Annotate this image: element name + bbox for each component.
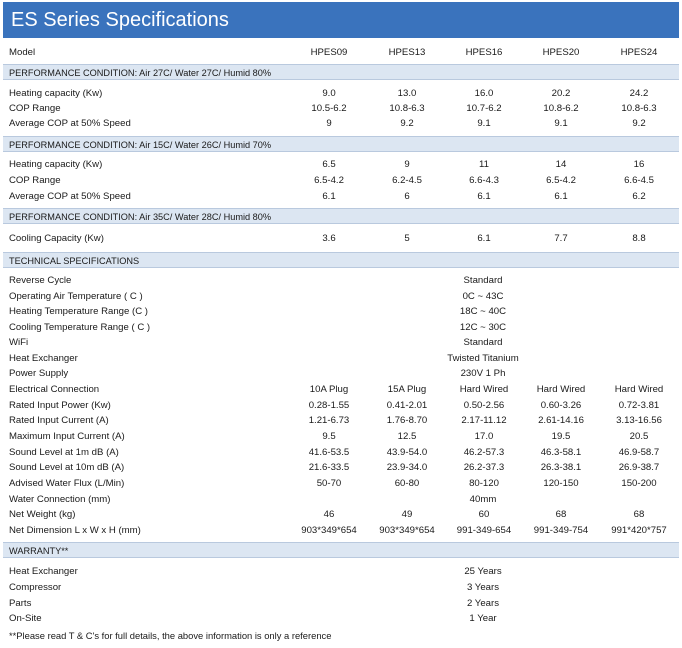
section-heading: TECHNICAL SPECIFICATIONS xyxy=(3,252,679,268)
row-label: Heating capacity (Kw) xyxy=(9,88,103,99)
section-heading: PERFORMANCE CONDITION: Air 35C/ Water 28C/ Humid 80% xyxy=(3,208,679,224)
row-label: Average COP at 50% Speed xyxy=(9,118,131,129)
cell: 23.9-34.0 xyxy=(386,462,428,473)
section-heading: PERFORMANCE CONDITION: Air 15C/ Water 26C/ Humid 70% xyxy=(3,136,679,152)
row-label: Compressor xyxy=(9,582,62,593)
table-row xyxy=(3,189,679,204)
row-label: Water Connection (mm) xyxy=(9,494,111,505)
section-heading: WARRANTY** xyxy=(3,542,679,558)
cell: 3.13-16.56 xyxy=(616,415,662,426)
cell: 24.2 xyxy=(629,88,649,99)
table-row xyxy=(3,564,679,579)
cell: 6.5-4.2 xyxy=(314,175,344,186)
cell: 46 xyxy=(323,509,335,520)
spanned-cell: Twisted Titanium xyxy=(447,353,519,364)
cell: 68 xyxy=(555,509,567,520)
model-name: HPES09 xyxy=(310,47,348,58)
row-label: Cooling Temperature Range ( C ) xyxy=(9,322,151,333)
row-label: Sound Level at 1m dB (A) xyxy=(9,447,119,458)
cell: 2.17-11.12 xyxy=(461,415,507,426)
row-label: Reverse Cycle xyxy=(9,275,72,286)
cell: 903*349*654 xyxy=(379,525,435,536)
cell: 1.21-6.73 xyxy=(308,415,350,426)
table-row xyxy=(3,320,679,335)
row-label: Electrical Connection xyxy=(9,384,100,395)
table-row xyxy=(3,445,679,460)
spanned-cell: Standard xyxy=(463,275,503,286)
table-row xyxy=(3,289,679,304)
cell: 26.9-38.7 xyxy=(618,462,660,473)
cell: 15A Plug xyxy=(387,384,427,395)
cell: 10.8-6.3 xyxy=(621,103,657,114)
cell: 6 xyxy=(404,191,410,202)
cell: 60-80 xyxy=(394,478,420,489)
cell: 0.41-2.01 xyxy=(386,400,428,411)
page-title: ES Series Specifications xyxy=(3,2,679,38)
spanned-cell: 2 Years xyxy=(466,598,499,609)
cell: 8.8 xyxy=(632,233,646,244)
model-label: Model xyxy=(9,47,36,58)
spanned-cell: 1 Year xyxy=(469,613,497,624)
spanned-cell: Standard xyxy=(463,337,503,348)
cell: 9.2 xyxy=(400,118,414,129)
model-name: HPES16 xyxy=(465,47,503,58)
table-row xyxy=(3,476,679,491)
cell: Hard Wired xyxy=(459,384,509,395)
cell: 49 xyxy=(401,509,413,520)
row-label: Advised Water Flux (L/Min) xyxy=(9,478,125,489)
table-row xyxy=(3,101,679,116)
cell: 6.6-4.5 xyxy=(624,175,654,186)
row-label: Net Weight (kg) xyxy=(9,509,76,520)
cell: 9.1 xyxy=(477,118,491,129)
cell: 120-150 xyxy=(543,478,579,489)
table-row xyxy=(3,580,679,595)
table-row xyxy=(3,173,679,188)
cell: 20.5 xyxy=(629,431,649,442)
row-label: COP Range xyxy=(9,103,61,114)
cell: 1.76-8.70 xyxy=(386,415,428,426)
row-label: Maximum Input Current (A) xyxy=(9,431,125,442)
cell: 26.3-38.1 xyxy=(540,462,582,473)
spanned-cell: 18C ~ 40C xyxy=(459,306,507,317)
row-label: Heat Exchanger xyxy=(9,353,78,364)
cell: 68 xyxy=(633,509,645,520)
cell: 20.2 xyxy=(551,88,571,99)
cell: 6.1 xyxy=(322,191,336,202)
table-row xyxy=(3,273,679,288)
cell: 6.6-4.3 xyxy=(469,175,499,186)
table-row xyxy=(3,366,679,381)
cell: 6.5 xyxy=(322,159,336,170)
table-row xyxy=(3,335,679,350)
row-label: COP Range xyxy=(9,175,61,186)
cell: 14 xyxy=(555,159,567,170)
table-row xyxy=(3,523,679,538)
cell: 991-349-754 xyxy=(533,525,589,536)
cell: Hard Wired xyxy=(536,384,586,395)
cell: 991*420*757 xyxy=(611,525,667,536)
cell: 6.2 xyxy=(632,191,646,202)
table-header-row xyxy=(3,45,679,60)
cell: 16 xyxy=(633,159,645,170)
cell: 13.0 xyxy=(397,88,417,99)
row-label: Heating Temperature Range (C ) xyxy=(9,306,149,317)
row-label: Sound Level at 10m dB (A) xyxy=(9,462,125,473)
cell: 0.72-3.81 xyxy=(618,400,660,411)
cell: 6.1 xyxy=(477,191,491,202)
cell: 0.50-2.56 xyxy=(463,400,505,411)
section-heading: PERFORMANCE CONDITION: Air 27C/ Water 27C/ Humid 80% xyxy=(3,64,679,80)
cell: 9 xyxy=(404,159,410,170)
cell: 2.61-14.16 xyxy=(538,415,584,426)
row-label: Net Dimension L x W x H (mm) xyxy=(9,525,141,536)
table-row xyxy=(3,398,679,413)
row-label: Rated Input Power (Kw) xyxy=(9,400,111,411)
cell: 60 xyxy=(478,509,490,520)
table-row xyxy=(3,413,679,428)
spanned-cell: 25 Years xyxy=(464,566,502,577)
cell: 12.5 xyxy=(397,431,417,442)
cell: 10.7-6.2 xyxy=(466,103,502,114)
table-row xyxy=(3,157,679,172)
row-label: Power Supply xyxy=(9,368,69,379)
cell: 9.5 xyxy=(322,431,336,442)
row-label: Heat Exchanger xyxy=(9,566,78,577)
cell: 16.0 xyxy=(474,88,494,99)
cell: Hard Wired xyxy=(614,384,664,395)
row-label: Cooling Capacity (Kw) xyxy=(9,233,104,244)
spanned-cell: 3 Years xyxy=(466,582,499,593)
cell: 21.6-33.5 xyxy=(308,462,350,473)
table-row xyxy=(3,507,679,522)
cell: 6.1 xyxy=(477,233,491,244)
table-row xyxy=(3,351,679,366)
table-row xyxy=(3,611,679,626)
table-row xyxy=(3,596,679,611)
cell: 0.28-1.55 xyxy=(308,400,350,411)
cell: 6.1 xyxy=(554,191,568,202)
table-row xyxy=(3,304,679,319)
table-row xyxy=(3,86,679,101)
cell: 10.8-6.2 xyxy=(543,103,579,114)
table-row xyxy=(3,429,679,444)
row-label: Operating Air Temperature ( C ) xyxy=(9,291,143,302)
cell: 9.0 xyxy=(322,88,336,99)
cell: 10A Plug xyxy=(309,384,349,395)
row-label: WiFi xyxy=(9,337,29,348)
cell: 6.2-4.5 xyxy=(392,175,422,186)
model-name: HPES13 xyxy=(388,47,426,58)
cell: 9.1 xyxy=(554,118,568,129)
cell: 41.6-53.5 xyxy=(308,447,350,458)
cell: 7.7 xyxy=(554,233,568,244)
spanned-cell: 40mm xyxy=(469,494,497,505)
row-label: Parts xyxy=(9,598,32,609)
table-row xyxy=(3,382,679,397)
table-row xyxy=(3,492,679,507)
model-name: HPES20 xyxy=(542,47,580,58)
cell: 46.3-58.1 xyxy=(540,447,582,458)
cell: 50-70 xyxy=(316,478,342,489)
spanned-cell: 0C ~ 43C xyxy=(462,291,504,302)
cell: 0.60-3.26 xyxy=(540,400,582,411)
row-label: On-Site xyxy=(9,613,42,624)
row-label: Heating capacity (Kw) xyxy=(9,159,103,170)
model-name: HPES24 xyxy=(620,47,658,58)
cell: 46.2-57.3 xyxy=(463,447,505,458)
cell: 991-349-654 xyxy=(456,525,512,536)
cell: 43.9-54.0 xyxy=(386,447,428,458)
cell: 9 xyxy=(326,118,332,129)
cell: 10.8-6.3 xyxy=(389,103,425,114)
table-row xyxy=(3,231,679,246)
row-label: Average COP at 50% Speed xyxy=(9,191,131,202)
spanned-cell: 12C ~ 30C xyxy=(459,322,507,333)
table-row xyxy=(3,116,679,131)
cell: 80-120 xyxy=(469,478,499,489)
row-label: Rated Input Current (A) xyxy=(9,415,109,426)
cell: 11 xyxy=(479,159,489,170)
cell: 903*349*654 xyxy=(301,525,357,536)
cell: 3.6 xyxy=(322,233,336,244)
cell: 17.0 xyxy=(474,431,494,442)
cell: 6.5-4.2 xyxy=(546,175,576,186)
table-row xyxy=(3,460,679,475)
cell: 19.5 xyxy=(551,431,571,442)
cell: 10.5-6.2 xyxy=(311,103,347,114)
footnote: **Please read T & C's for full details, the above information is only a reference xyxy=(9,630,332,641)
cell: 9.2 xyxy=(632,118,646,129)
cell: 5 xyxy=(404,233,410,244)
cell: 26.2-37.3 xyxy=(463,462,505,473)
cell: 46.9-58.7 xyxy=(618,447,660,458)
cell: 150-200 xyxy=(621,478,657,489)
spanned-cell: 230V 1 Ph xyxy=(460,368,506,379)
